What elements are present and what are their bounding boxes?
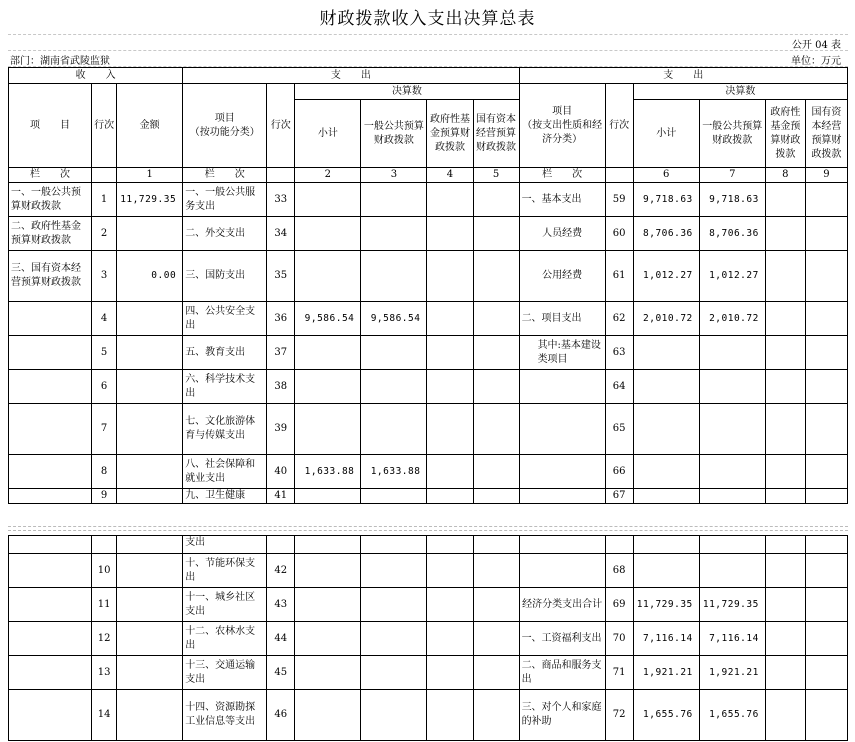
func-subtotal xyxy=(295,554,361,588)
func-state-capital xyxy=(473,404,519,455)
budget-header-right: 决算数 xyxy=(633,84,847,100)
func-item: 九、卫生健康 xyxy=(183,489,267,504)
econ-gov-fund xyxy=(765,183,805,217)
income-line-no: 11 xyxy=(92,588,117,622)
func-state-capital xyxy=(473,588,519,622)
econ-line-no: 65 xyxy=(605,404,633,455)
func-line-header: 行次 xyxy=(267,84,295,168)
econ-line-no: 68 xyxy=(605,554,633,588)
econ-line-no: 70 xyxy=(605,622,633,656)
func-gov-fund xyxy=(427,251,473,302)
func-item: 七、文化旅游体育与传媒支出 xyxy=(183,404,267,455)
func-item: 十四、资源勘探工业信息等支出 xyxy=(183,690,267,741)
state-capital-header: 国有资本经营预算财政拨款 xyxy=(805,100,847,168)
func-line-no: 43 xyxy=(267,588,295,622)
income-amount xyxy=(117,217,183,251)
table-row xyxy=(9,588,848,622)
func-state-capital xyxy=(473,656,519,690)
econ-gov-fund xyxy=(765,690,805,741)
econ-subtotal xyxy=(633,370,699,404)
income-item xyxy=(9,690,92,741)
expense-header-left: 支 出 xyxy=(183,68,519,84)
func-item: 三、国防支出 xyxy=(183,251,267,302)
econ-state-capital xyxy=(805,302,847,336)
table-row xyxy=(9,302,848,336)
income-line-no: 2 xyxy=(92,217,117,251)
func-gov-fund xyxy=(427,554,473,588)
econ-gov-fund xyxy=(765,251,805,302)
table-row xyxy=(9,690,848,741)
econ-item: 一、基本支出 xyxy=(519,183,605,217)
econ-state-capital xyxy=(805,217,847,251)
econ-general: 1,655.76 xyxy=(699,690,765,741)
header-gridlines xyxy=(8,34,848,67)
form-number: 公开 04 表 xyxy=(791,40,841,51)
income-item xyxy=(9,656,92,690)
func-subtotal xyxy=(295,336,361,370)
income-item xyxy=(9,588,92,622)
table-row xyxy=(9,404,848,455)
income-amount xyxy=(117,554,183,588)
econ-state-capital xyxy=(805,336,847,370)
econ-gov-fund xyxy=(765,217,805,251)
econ-item: 三、对个人和家庭的补助 xyxy=(519,690,605,741)
func-state-capital xyxy=(473,489,519,504)
budget-table-part-1 xyxy=(8,67,848,504)
func-gov-fund xyxy=(427,489,473,504)
func-gov-fund xyxy=(427,455,473,489)
general-budget-header: 一般公共预算财政拨款 xyxy=(361,100,427,168)
econ-general: 2,010.72 xyxy=(699,302,765,336)
func-item: 十三、交通运输支出 xyxy=(183,656,267,690)
func-general xyxy=(361,370,427,404)
row-continuation-text: 支出 xyxy=(183,536,267,554)
subtotal-header: 小计 xyxy=(295,100,361,168)
econ-item xyxy=(519,489,605,504)
func-item: 十、节能环保支出 xyxy=(183,554,267,588)
econ-item-header: 项目 （按支出性质和经济分类） xyxy=(519,84,605,168)
func-line-no: 44 xyxy=(267,622,295,656)
econ-general: 9,718.63 xyxy=(699,183,765,217)
func-state-capital xyxy=(473,370,519,404)
func-item: 六、科学技术支出 xyxy=(183,370,267,404)
econ-subtotal xyxy=(633,554,699,588)
econ-gov-fund xyxy=(765,404,805,455)
column-index: 8 xyxy=(765,168,805,183)
econ-line-no: 63 xyxy=(605,336,633,370)
econ-subtotal: 8,706.36 xyxy=(633,217,699,251)
func-item: 八、社会保障和就业支出 xyxy=(183,455,267,489)
econ-subtotal: 11,729.35 xyxy=(633,588,699,622)
func-general xyxy=(361,554,427,588)
func-line-no: 35 xyxy=(267,251,295,302)
econ-state-capital xyxy=(805,690,847,741)
econ-state-capital xyxy=(805,588,847,622)
budget-table-part-2 xyxy=(8,535,848,741)
income-amount xyxy=(117,302,183,336)
econ-general xyxy=(699,489,765,504)
func-subtotal xyxy=(295,622,361,656)
econ-state-capital xyxy=(805,554,847,588)
func-subtotal xyxy=(295,588,361,622)
econ-gov-fund xyxy=(765,370,805,404)
income-line-no: 13 xyxy=(92,656,117,690)
econ-general: 1,012.27 xyxy=(699,251,765,302)
func-gov-fund xyxy=(427,404,473,455)
econ-general xyxy=(699,455,765,489)
econ-general xyxy=(699,404,765,455)
func-gov-fund xyxy=(427,588,473,622)
func-subtotal xyxy=(295,370,361,404)
econ-line-no: 59 xyxy=(605,183,633,217)
func-state-capital xyxy=(473,554,519,588)
econ-subtotal: 7,116.14 xyxy=(633,622,699,656)
income-amount xyxy=(117,370,183,404)
econ-general xyxy=(699,370,765,404)
table-row xyxy=(9,217,848,251)
func-line-no: 46 xyxy=(267,690,295,741)
econ-line-no: 60 xyxy=(605,217,633,251)
income-amount-header: 金额 xyxy=(117,84,183,168)
econ-gov-fund xyxy=(765,588,805,622)
func-general xyxy=(361,690,427,741)
func-item: 十一、城乡社区支出 xyxy=(183,588,267,622)
func-general: 1,633.88 xyxy=(361,455,427,489)
func-general xyxy=(361,489,427,504)
func-subtotal xyxy=(295,404,361,455)
econ-general: 11,729.35 xyxy=(699,588,765,622)
expense-header-right: 支 出 xyxy=(519,68,847,84)
func-state-capital xyxy=(473,251,519,302)
column-index: 5 xyxy=(473,168,519,183)
econ-subtotal: 1,012.27 xyxy=(633,251,699,302)
func-general xyxy=(361,404,427,455)
econ-line-no: 61 xyxy=(605,251,633,302)
func-gov-fund xyxy=(427,183,473,217)
income-amount xyxy=(117,404,183,455)
unit-label: 单位：万元 xyxy=(791,56,841,67)
econ-line-no: 67 xyxy=(605,489,633,504)
income-line-no: 12 xyxy=(92,622,117,656)
income-amount: 0.00 xyxy=(117,251,183,302)
econ-gov-fund xyxy=(765,489,805,504)
income-item: 一、一般公共预算财政拨款 xyxy=(9,183,92,217)
func-line-no: 33 xyxy=(267,183,295,217)
func-state-capital xyxy=(473,302,519,336)
column-index-label: 栏 次 xyxy=(183,168,267,183)
func-general xyxy=(361,588,427,622)
table-row xyxy=(9,622,848,656)
income-item xyxy=(9,336,92,370)
econ-gov-fund xyxy=(765,455,805,489)
econ-state-capital xyxy=(805,656,847,690)
func-general xyxy=(361,656,427,690)
func-line-no: 39 xyxy=(267,404,295,455)
econ-state-capital xyxy=(805,251,847,302)
func-gov-fund xyxy=(427,336,473,370)
func-gov-fund xyxy=(427,690,473,741)
econ-subtotal xyxy=(633,455,699,489)
econ-item: 一、工资福利支出 xyxy=(519,622,605,656)
econ-gov-fund xyxy=(765,622,805,656)
func-gov-fund xyxy=(427,656,473,690)
econ-general: 7,116.14 xyxy=(699,622,765,656)
income-amount xyxy=(117,622,183,656)
income-item xyxy=(9,622,92,656)
income-amount xyxy=(117,656,183,690)
func-general: 9,586.54 xyxy=(361,302,427,336)
econ-item: 二、项目支出 xyxy=(519,302,605,336)
subtotal-header: 小计 xyxy=(633,100,699,168)
econ-state-capital xyxy=(805,622,847,656)
column-index-label: 栏 次 xyxy=(519,168,605,183)
func-item-header: 项目 （按功能分类） xyxy=(183,84,267,168)
income-amount xyxy=(117,690,183,741)
econ-subtotal: 2,010.72 xyxy=(633,302,699,336)
column-index: 7 xyxy=(699,168,765,183)
income-amount xyxy=(117,588,183,622)
general-budget-header: 一般公共预算财政拨款 xyxy=(699,100,765,168)
table-row xyxy=(9,370,848,404)
econ-general: 1,921.21 xyxy=(699,656,765,690)
table-row xyxy=(9,656,848,690)
func-line-no: 42 xyxy=(267,554,295,588)
econ-line-no: 64 xyxy=(605,370,633,404)
func-state-capital xyxy=(473,183,519,217)
income-line-no: 14 xyxy=(92,690,117,741)
income-item xyxy=(9,455,92,489)
income-item xyxy=(9,404,92,455)
income-line-no: 3 xyxy=(92,251,117,302)
table-row xyxy=(9,489,848,504)
func-subtotal xyxy=(295,251,361,302)
func-subtotal xyxy=(295,489,361,504)
econ-general xyxy=(699,336,765,370)
func-subtotal: 9,586.54 xyxy=(295,302,361,336)
func-state-capital xyxy=(473,217,519,251)
income-item: 三、国有资本经营预算财政拨款 xyxy=(9,251,92,302)
table-row xyxy=(9,183,848,217)
func-item: 五、教育支出 xyxy=(183,336,267,370)
func-state-capital xyxy=(473,336,519,370)
func-gov-fund xyxy=(427,217,473,251)
income-item xyxy=(9,302,92,336)
income-item: 二、政府性基金预算财政拨款 xyxy=(9,217,92,251)
income-line-no: 9 xyxy=(92,489,117,504)
state-capital-header: 国有资本经营预算财政拨款 xyxy=(473,100,519,168)
table-row xyxy=(9,251,848,302)
gov-fund-header: 政府性基金预算财政拨款 xyxy=(765,100,805,168)
income-amount xyxy=(117,336,183,370)
report-title: 财政拨款收入支出决算总表 xyxy=(319,9,536,29)
func-subtotal xyxy=(295,690,361,741)
econ-state-capital xyxy=(805,489,847,504)
func-general xyxy=(361,183,427,217)
econ-subtotal: 1,921.21 xyxy=(633,656,699,690)
econ-line-no: 62 xyxy=(605,302,633,336)
econ-item xyxy=(519,370,605,404)
econ-subtotal xyxy=(633,489,699,504)
column-index: 2 xyxy=(295,168,361,183)
econ-line-no: 71 xyxy=(605,656,633,690)
income-line-no: 8 xyxy=(92,455,117,489)
income-line-no: 4 xyxy=(92,302,117,336)
table-row xyxy=(9,455,848,489)
column-index: 1 xyxy=(117,168,183,183)
func-general xyxy=(361,336,427,370)
econ-line-no: 66 xyxy=(605,455,633,489)
income-item xyxy=(9,489,92,504)
table-row xyxy=(9,554,848,588)
func-subtotal xyxy=(295,217,361,251)
func-line-no: 38 xyxy=(267,370,295,404)
income-amount xyxy=(117,455,183,489)
column-index-label: 栏 次 xyxy=(9,168,92,183)
econ-item xyxy=(519,554,605,588)
econ-gov-fund xyxy=(765,302,805,336)
econ-item: 公用经费 xyxy=(519,251,605,302)
func-item: 一、一般公共服务支出 xyxy=(183,183,267,217)
func-line-no: 45 xyxy=(267,656,295,690)
econ-item: 人员经费 xyxy=(519,217,605,251)
func-item: 十二、农林水支出 xyxy=(183,622,267,656)
func-state-capital xyxy=(473,622,519,656)
func-line-no: 40 xyxy=(267,455,295,489)
func-subtotal: 1,633.88 xyxy=(295,455,361,489)
econ-general: 8,706.36 xyxy=(699,217,765,251)
econ-subtotal xyxy=(633,336,699,370)
func-subtotal xyxy=(295,656,361,690)
func-line-no: 37 xyxy=(267,336,295,370)
econ-item: 二、商品和服务支出 xyxy=(519,656,605,690)
income-line-no: 5 xyxy=(92,336,117,370)
econ-item: 经济分类支出合计 xyxy=(519,588,605,622)
income-item-header: 项 目 xyxy=(9,84,92,168)
econ-state-capital xyxy=(805,455,847,489)
econ-state-capital xyxy=(805,183,847,217)
econ-subtotal: 9,718.63 xyxy=(633,183,699,217)
func-line-no: 34 xyxy=(267,217,295,251)
table-row xyxy=(9,336,848,370)
econ-item: 其中:基本建设类项目 xyxy=(519,336,605,370)
income-header: 收 入 xyxy=(9,68,183,84)
func-item: 二、外交支出 xyxy=(183,217,267,251)
budget-header-left: 决算数 xyxy=(295,84,519,100)
econ-line-no: 69 xyxy=(605,588,633,622)
func-general xyxy=(361,251,427,302)
econ-line-header: 行次 xyxy=(605,84,633,168)
income-line-no: 1 xyxy=(92,183,117,217)
func-gov-fund xyxy=(427,302,473,336)
econ-item xyxy=(519,404,605,455)
func-line-no: 36 xyxy=(267,302,295,336)
income-amount: 11,729.35 xyxy=(117,183,183,217)
func-line-no: 41 xyxy=(267,489,295,504)
econ-general xyxy=(699,554,765,588)
gov-fund-header: 政府性基金预算财政拨款 xyxy=(427,100,473,168)
income-line-header: 行次 xyxy=(92,84,117,168)
income-line-no: 6 xyxy=(92,370,117,404)
econ-gov-fund xyxy=(765,336,805,370)
econ-state-capital xyxy=(805,404,847,455)
department-label: 部门：湖南省武陵监狱 xyxy=(10,56,110,67)
func-general xyxy=(361,217,427,251)
func-gov-fund xyxy=(427,370,473,404)
income-item xyxy=(9,370,92,404)
income-line-no: 7 xyxy=(92,404,117,455)
income-item xyxy=(9,554,92,588)
econ-gov-fund xyxy=(765,554,805,588)
func-item: 四、公共安全支出 xyxy=(183,302,267,336)
func-state-capital xyxy=(473,690,519,741)
econ-gov-fund xyxy=(765,656,805,690)
column-index: 4 xyxy=(427,168,473,183)
page-break xyxy=(0,523,855,535)
econ-state-capital xyxy=(805,370,847,404)
func-state-capital xyxy=(473,455,519,489)
income-amount xyxy=(117,489,183,504)
econ-subtotal: 1,655.76 xyxy=(633,690,699,741)
econ-line-no: 72 xyxy=(605,690,633,741)
column-index: 9 xyxy=(805,168,847,183)
column-index: 3 xyxy=(361,168,427,183)
income-line-no: 10 xyxy=(92,554,117,588)
func-gov-fund xyxy=(427,622,473,656)
econ-subtotal xyxy=(633,404,699,455)
func-general xyxy=(361,622,427,656)
econ-item xyxy=(519,455,605,489)
func-subtotal xyxy=(295,183,361,217)
column-index: 6 xyxy=(633,168,699,183)
